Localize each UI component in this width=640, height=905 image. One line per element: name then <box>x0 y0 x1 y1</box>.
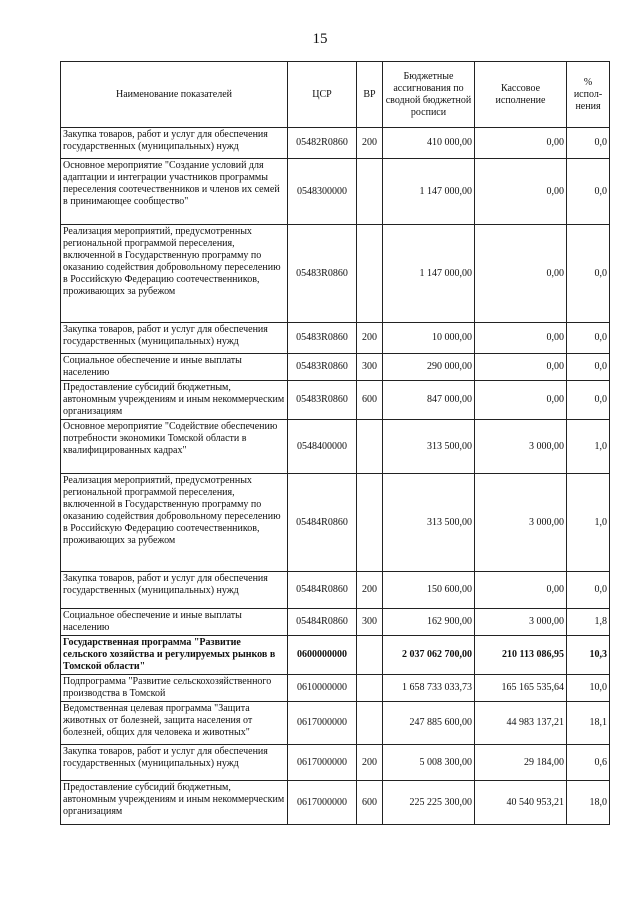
table-row <box>61 572 610 609</box>
cell-csr: 0600000000 <box>288 636 357 675</box>
cell-budget: 1 147 000,00 <box>383 225 475 323</box>
cell-name: Предоставление субсидий бюджетным, автономным учреждениям и иным некоммерческим организациям <box>61 381 288 420</box>
cell-budget: 2 037 062 700,00 <box>383 636 475 675</box>
cell-csr: 05484R0860 <box>288 609 357 636</box>
cell-pct: 0,0 <box>567 323 610 354</box>
cell-cash: 44 983 137,21 <box>475 702 567 745</box>
cell-budget: 410 000,00 <box>383 128 475 159</box>
cell-csr: 05483R0860 <box>288 381 357 420</box>
cell-name: Предоставление субсидий бюджетным, автономным учреждениям и иным некоммерческим организациям <box>61 781 288 825</box>
cell-vr: 600 <box>357 381 383 420</box>
table-row <box>61 636 610 675</box>
table-header-row <box>61 62 610 128</box>
cell-budget: 290 000,00 <box>383 354 475 381</box>
cell-budget: 247 885 600,00 <box>383 702 475 745</box>
table-row <box>61 745 610 781</box>
cell-cash: 3 000,00 <box>475 609 567 636</box>
cell-cash: 0,00 <box>475 159 567 225</box>
header-name: Наименование показателей <box>61 62 288 128</box>
cell-pct: 0,6 <box>567 745 610 781</box>
cell-csr: 0548400000 <box>288 420 357 474</box>
cell-name: Закупка товаров, работ и услуг для обеспечения государственных (муниципальных) нужд <box>61 572 288 609</box>
cell-budget: 10 000,00 <box>383 323 475 354</box>
cell-cash: 165 165 535,64 <box>475 675 567 702</box>
cell-budget: 5 008 300,00 <box>383 745 475 781</box>
cell-cash: 0,00 <box>475 225 567 323</box>
cell-name: Закупка товаров, работ и услуг для обеспечения государственных (муниципальных) нужд <box>61 323 288 354</box>
cell-vr <box>357 675 383 702</box>
table-row <box>61 225 610 323</box>
cell-vr: 200 <box>357 128 383 159</box>
cell-budget: 225 225 300,00 <box>383 781 475 825</box>
cell-name: Закупка товаров, работ и услуг для обеспечения государственных (муниципальных) нужд <box>61 745 288 781</box>
cell-budget: 847 000,00 <box>383 381 475 420</box>
cell-cash: 3 000,00 <box>475 474 567 572</box>
cell-pct: 0,0 <box>567 128 610 159</box>
cell-name: Закупка товаров, работ и услуг для обеспечения государственных (муниципальных) нужд <box>61 128 288 159</box>
cell-pct: 0,0 <box>567 354 610 381</box>
table-row <box>61 474 610 572</box>
budget-execution-table <box>60 61 610 825</box>
header-cash: Кассовое исполнение <box>475 62 567 128</box>
cell-csr: 05483R0860 <box>288 225 357 323</box>
table-row <box>61 609 610 636</box>
cell-cash: 0,00 <box>475 128 567 159</box>
cell-csr: 05484R0860 <box>288 474 357 572</box>
cell-vr <box>357 420 383 474</box>
cell-cash: 0,00 <box>475 354 567 381</box>
cell-name: Реализация мероприятий, предусмотренных региональной программой переселения, включенной в Государственную программу по оказанию содействия добровольному переселению в Российскую Федерацию соотечественников, проживающих за рубежом <box>61 474 288 572</box>
table-row <box>61 354 610 381</box>
cell-pct: 1,0 <box>567 474 610 572</box>
cell-cash: 3 000,00 <box>475 420 567 474</box>
table-row <box>61 381 610 420</box>
cell-name: Ведомственная целевая программа "Защита животных от болезней, защита населения от болезней, общих для человека и животных" <box>61 702 288 745</box>
cell-csr: 0617000000 <box>288 781 357 825</box>
cell-vr: 200 <box>357 323 383 354</box>
table-row <box>61 159 610 225</box>
cell-pct: 1,8 <box>567 609 610 636</box>
cell-cash: 0,00 <box>475 381 567 420</box>
cell-vr: 200 <box>357 572 383 609</box>
cell-budget: 313 500,00 <box>383 420 475 474</box>
cell-budget: 150 600,00 <box>383 572 475 609</box>
cell-name: Основное мероприятие "Создание условий для адаптации и интеграции участников программы переселения соотечественников и членов их семей в принимающее сообщество" <box>61 159 288 225</box>
cell-pct: 10,0 <box>567 675 610 702</box>
cell-cash: 40 540 953,21 <box>475 781 567 825</box>
cell-vr: 300 <box>357 609 383 636</box>
cell-budget: 1 147 000,00 <box>383 159 475 225</box>
cell-cash: 0,00 <box>475 323 567 354</box>
cell-vr: 200 <box>357 745 383 781</box>
cell-vr <box>357 474 383 572</box>
cell-vr <box>357 159 383 225</box>
cell-pct: 0,0 <box>567 381 610 420</box>
cell-csr: 0610000000 <box>288 675 357 702</box>
cell-pct: 0,0 <box>567 572 610 609</box>
header-pct: % испол-нения <box>567 62 610 128</box>
table-row <box>61 323 610 354</box>
cell-cash: 29 184,00 <box>475 745 567 781</box>
cell-name: Подпрограмма "Развитие сельскохозяйственного производства в Томской <box>61 675 288 702</box>
cell-csr: 0617000000 <box>288 745 357 781</box>
cell-csr: 05483R0860 <box>288 354 357 381</box>
cell-vr: 600 <box>357 781 383 825</box>
table-row <box>61 420 610 474</box>
cell-name: Реализация мероприятий, предусмотренных региональной программой переселения, включенной в Государственную программу по оказанию содействия добровольному переселению в Российскую Федерацию соотечественников, проживающих за рубежом <box>61 225 288 323</box>
cell-pct: 0,0 <box>567 225 610 323</box>
cell-vr <box>357 636 383 675</box>
cell-pct: 18,0 <box>567 781 610 825</box>
cell-vr <box>357 702 383 745</box>
cell-pct: 0,0 <box>567 159 610 225</box>
cell-vr <box>357 225 383 323</box>
cell-budget: 1 658 733 033,73 <box>383 675 475 702</box>
cell-budget: 162 900,00 <box>383 609 475 636</box>
cell-pct: 18,1 <box>567 702 610 745</box>
header-budget: Бюджетные ассигнования по сводной бюджетной росписи <box>383 62 475 128</box>
cell-csr: 05484R0860 <box>288 572 357 609</box>
cell-csr: 05482R0860 <box>288 128 357 159</box>
cell-pct: 1,0 <box>567 420 610 474</box>
cell-csr: 0548300000 <box>288 159 357 225</box>
cell-vr: 300 <box>357 354 383 381</box>
header-vr: ВР <box>357 62 383 128</box>
table-row <box>61 781 610 825</box>
table-row <box>61 675 610 702</box>
cell-cash: 0,00 <box>475 572 567 609</box>
cell-budget: 313 500,00 <box>383 474 475 572</box>
table-row <box>61 128 610 159</box>
cell-name: Социальное обеспечение и иные выплаты населению <box>61 354 288 381</box>
page-number: 15 <box>312 31 328 47</box>
cell-name: Основное мероприятие "Содействие обеспечению потребности экономики Томской области в квалифицированных кадрах" <box>61 420 288 474</box>
cell-name: Государственная программа "Развитие сельского хозяйства и регулируемых рынков в Томской области" <box>61 636 288 675</box>
header-csr: ЦСР <box>288 62 357 128</box>
cell-csr: 05483R0860 <box>288 323 357 354</box>
cell-cash: 210 113 086,95 <box>475 636 567 675</box>
cell-pct: 10,3 <box>567 636 610 675</box>
cell-name: Социальное обеспечение и иные выплаты населению <box>61 609 288 636</box>
table-row <box>61 702 610 745</box>
cell-csr: 0617000000 <box>288 702 357 745</box>
